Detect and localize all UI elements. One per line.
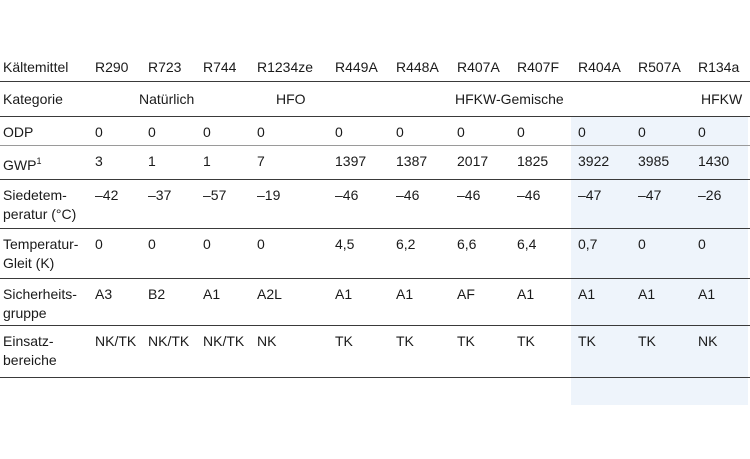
table-cell: 0 <box>638 236 646 252</box>
footnote-marker: 1 <box>36 156 42 166</box>
table-cell: 0 <box>578 124 586 140</box>
table-cell: –37 <box>148 187 172 203</box>
table-cell: TK <box>457 333 475 349</box>
row-label: Temperatur- Gleit (K) <box>3 236 79 271</box>
table-cell: NK/TK <box>148 333 190 349</box>
header-cell: R290 <box>95 59 129 75</box>
table-cell: 1 <box>148 153 156 169</box>
table-cell: 2017 <box>457 153 489 169</box>
table-cell: 0 <box>95 124 103 140</box>
table-cell: –42 <box>95 187 119 203</box>
table-cell: 7 <box>257 153 265 169</box>
header-cell: R134a <box>698 59 740 75</box>
data-rows <box>0 117 750 378</box>
row-label: ODP <box>3 124 34 140</box>
table-cell: 0 <box>95 236 103 252</box>
table-cell: –46 <box>335 187 359 203</box>
table-cell: A1 <box>698 286 716 302</box>
table-cell: AF <box>457 286 475 302</box>
header-cell: R448A <box>396 59 439 75</box>
table-cell: A3 <box>95 286 113 302</box>
table-cell: 0 <box>517 124 525 140</box>
table-cell: 0 <box>148 236 156 252</box>
table-cell: –57 <box>203 187 227 203</box>
table-cell: A2L <box>257 286 282 302</box>
table-cell: 3922 <box>578 153 610 169</box>
table-cell: B2 <box>148 286 166 302</box>
table-cell: 0,7 <box>578 236 598 252</box>
table-row <box>0 117 750 146</box>
category-label: Kategorie <box>3 91 63 107</box>
category-hfo: HFO <box>276 91 306 107</box>
category-hfkw: HFKW <box>701 91 743 107</box>
table-cell: 6,6 <box>457 236 477 252</box>
table-cell: 0 <box>638 124 646 140</box>
table-cell: 3985 <box>638 153 670 169</box>
table-cell: 0 <box>396 124 404 140</box>
table-cell: 0 <box>335 124 343 140</box>
header-cell: Kältemittel <box>3 59 69 75</box>
table-header-row <box>0 53 750 82</box>
table-cell: 1397 <box>335 153 367 169</box>
table-cell: 0 <box>257 236 265 252</box>
table-cell: A1 <box>517 286 535 302</box>
header-cell: R723 <box>148 59 182 75</box>
category-natural: Natürlich <box>139 91 195 107</box>
category-blends: HFKW-Gemische <box>455 91 564 107</box>
table-cell: 6,2 <box>396 236 416 252</box>
table-cell: 0 <box>698 124 706 140</box>
table-cell: NK <box>698 333 718 349</box>
table-cell: 0 <box>203 124 211 140</box>
table-cell: 0 <box>457 124 465 140</box>
table-cell: –47 <box>638 187 662 203</box>
table-cell: 1 <box>203 153 211 169</box>
table-cell: 3 <box>95 153 103 169</box>
table-cell: 0 <box>257 124 265 140</box>
refrigerant-table <box>0 53 750 378</box>
table-cell: NK/TK <box>203 333 245 349</box>
table-cell: A1 <box>396 286 414 302</box>
table-cell: 4,5 <box>335 236 355 252</box>
table-row <box>0 229 750 279</box>
table-row <box>0 279 750 326</box>
table-cell: –46 <box>457 187 481 203</box>
table-cell: A1 <box>578 286 596 302</box>
table-cell: 0 <box>698 236 706 252</box>
table-cell: 0 <box>203 236 211 252</box>
table-cell: –19 <box>257 187 281 203</box>
table-cell: –47 <box>578 187 602 203</box>
row-label: Einsatz- bereiche <box>3 333 57 368</box>
table-cell: NK <box>257 333 277 349</box>
table-cell: TK <box>638 333 656 349</box>
row-label: GWP$^1$ <box>3 156 42 173</box>
table-cell: –46 <box>396 187 420 203</box>
table-cell: A1 <box>638 286 656 302</box>
table-cell: 1430 <box>698 153 730 169</box>
table-cell: A1 <box>203 286 221 302</box>
table-cell: TK <box>517 333 535 349</box>
table-cell: TK <box>578 333 596 349</box>
row-label: Siedetem- peratur (°C) <box>3 187 77 222</box>
header-cell: R407A <box>457 59 500 75</box>
header-cell: R507A <box>638 59 681 75</box>
table-cell: 1387 <box>396 153 428 169</box>
table-cell: 6,4 <box>517 236 537 252</box>
table-row <box>0 146 750 180</box>
table-cell: TK <box>335 333 353 349</box>
table-cell: TK <box>396 333 414 349</box>
table-row <box>0 180 750 229</box>
header-cell: R744 <box>203 59 237 75</box>
header-cell: R407F <box>517 59 560 75</box>
category-row <box>0 82 750 117</box>
table-cell: A1 <box>335 286 353 302</box>
row-label: Sicherheits- gruppe <box>3 286 77 321</box>
table-row <box>0 326 750 378</box>
header-cell: R1234ze <box>257 59 314 75</box>
header-cell: R449A <box>335 59 378 75</box>
table-cell: –26 <box>698 187 722 203</box>
table-cell: –46 <box>517 187 541 203</box>
table-cell: 0 <box>148 124 156 140</box>
table-cell: 1825 <box>517 153 549 169</box>
header-cell: R404A <box>578 59 621 75</box>
table-cell: NK/TK <box>95 333 137 349</box>
